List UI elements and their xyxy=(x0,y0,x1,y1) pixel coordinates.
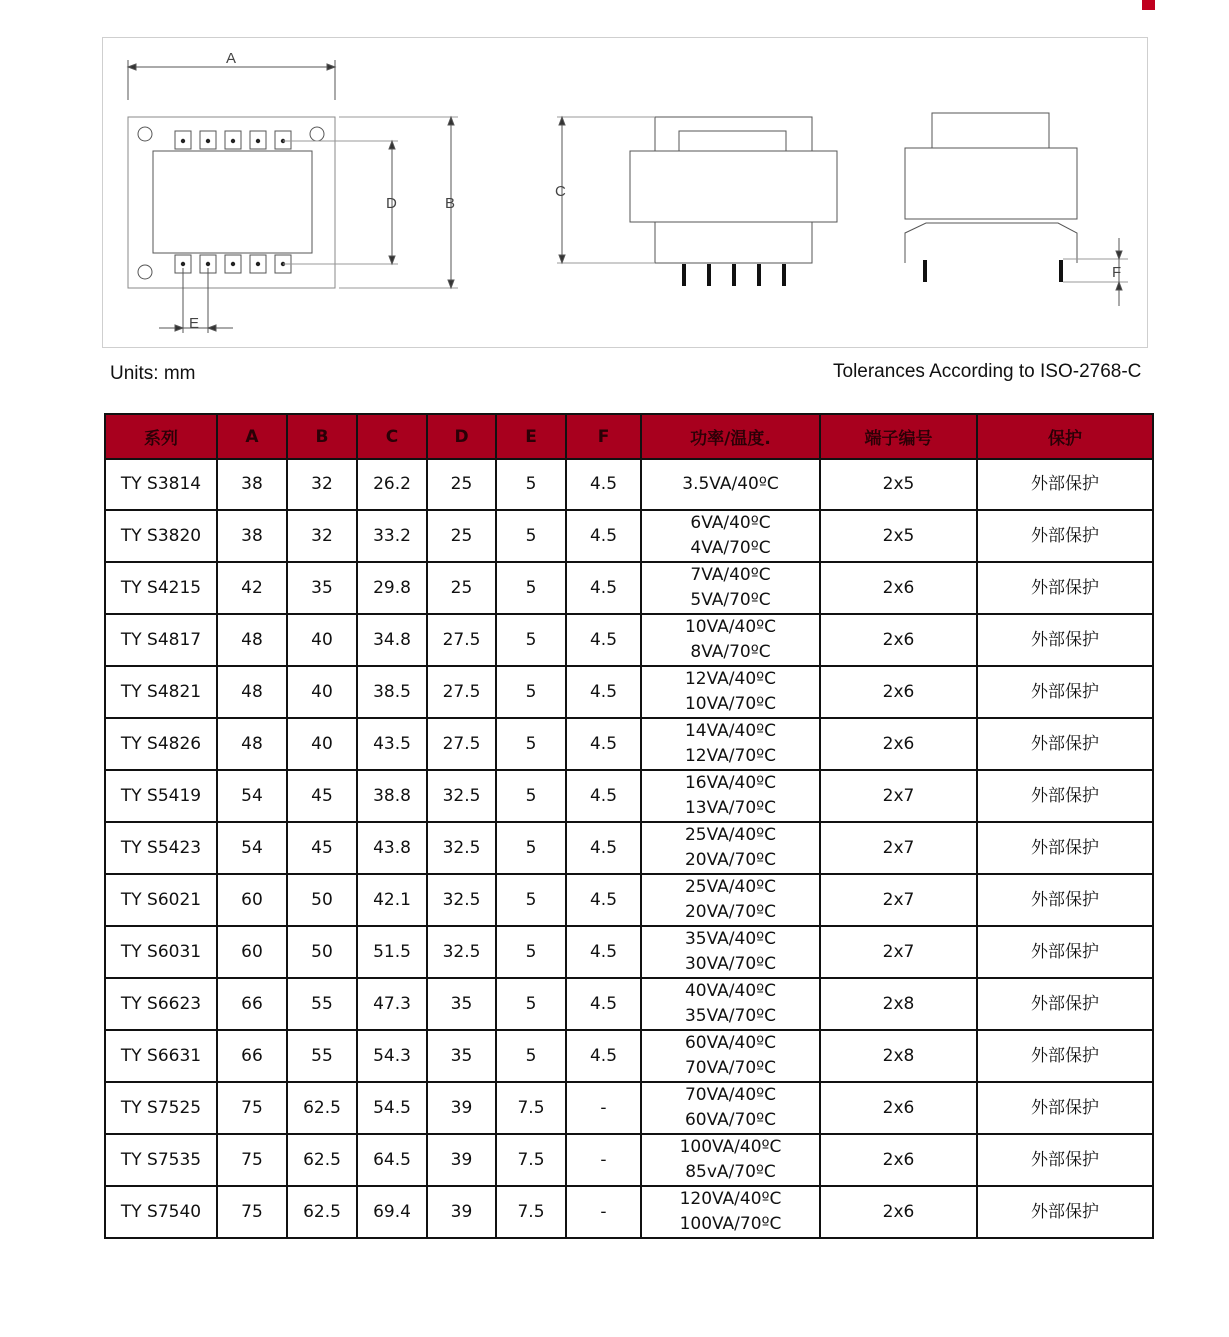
cell-b: 32 xyxy=(287,510,357,562)
power-line: 85vA/70ºC xyxy=(685,1162,776,1183)
power-line: 25VA/40ºC xyxy=(684,825,777,846)
cell-f: 4.5 xyxy=(566,562,641,614)
cell-series: TY S7540 xyxy=(105,1186,217,1238)
cell-c: 54.3 xyxy=(357,1030,427,1082)
cell-protection: 外部保护 xyxy=(977,1030,1153,1082)
table-row xyxy=(105,459,1153,510)
cell-protection: 外部保护 xyxy=(977,822,1153,874)
cell-protection: 外部保护 xyxy=(977,770,1153,822)
cell-d: 27.5 xyxy=(427,666,496,718)
cell-a: 60 xyxy=(217,926,287,978)
cell-power xyxy=(641,978,820,1030)
cell-protection: 外部保护 xyxy=(977,666,1153,718)
cell-d: 25 xyxy=(427,459,496,510)
table-body xyxy=(105,459,1153,1238)
cell-c: 33.2 xyxy=(357,510,427,562)
power-line: 6VA/40ºC xyxy=(690,513,771,534)
cell-b: 40 xyxy=(287,666,357,718)
header-pin-count: 端子编号 xyxy=(820,414,977,459)
cell-series: TY S5419 xyxy=(105,770,217,822)
cell-power xyxy=(641,1134,820,1186)
cell-protection: 外部保护 xyxy=(977,978,1153,1030)
cell-series: TY S4215 xyxy=(105,562,217,614)
cell-b: 40 xyxy=(287,614,357,666)
power-line: 60VA/70ºC xyxy=(684,1110,777,1131)
cell-series: TY S7535 xyxy=(105,1134,217,1186)
power-line: 35VA/40ºC xyxy=(684,929,777,950)
cell-b: 32 xyxy=(287,459,357,510)
cell-power xyxy=(641,926,820,978)
cell-a: 75 xyxy=(217,1134,287,1186)
header-series: 系列 xyxy=(105,414,217,459)
cell-power xyxy=(641,562,820,614)
power-line: 20VA/70ºC xyxy=(684,902,777,923)
header-b: B xyxy=(287,414,357,459)
cell-f: 4.5 xyxy=(566,510,641,562)
cell-d: 39 xyxy=(427,1082,496,1134)
cell-b: 35 xyxy=(287,562,357,614)
cell-a: 75 xyxy=(217,1082,287,1134)
cell-f: 4.5 xyxy=(566,614,641,666)
cell-a: 38 xyxy=(217,510,287,562)
cell-d: 25 xyxy=(427,562,496,614)
cell-c: 43.8 xyxy=(357,822,427,874)
cell-c: 47.3 xyxy=(357,978,427,1030)
cell-power xyxy=(641,822,820,874)
cell-protection: 外部保护 xyxy=(977,562,1153,614)
cell-d: 35 xyxy=(427,1030,496,1082)
header-a: A xyxy=(217,414,287,459)
cell-series: TY S4821 xyxy=(105,666,217,718)
power-line: 12VA/70ºC xyxy=(684,746,777,767)
cell-f: 4.5 xyxy=(566,1030,641,1082)
cell-series: TY S4817 xyxy=(105,614,217,666)
cell-pins: 2x6 xyxy=(820,1082,977,1134)
cell-a: 75 xyxy=(217,1186,287,1238)
cell-b: 50 xyxy=(287,874,357,926)
table-row xyxy=(105,666,1153,718)
cell-b: 40 xyxy=(287,718,357,770)
cell-f: 4.5 xyxy=(566,718,641,770)
table-header-row xyxy=(105,414,1153,459)
dim-label-c: C xyxy=(555,183,566,200)
power-line: 100VA/40ºC xyxy=(679,1137,782,1158)
power-line: 13VA/70ºC xyxy=(684,798,777,819)
power-line: 7VA/40ºC xyxy=(690,565,771,586)
tolerance-label: Tolerances According to ISO-2768-C xyxy=(833,361,1142,382)
cell-pins: 2x6 xyxy=(820,666,977,718)
cell-e: 7.5 xyxy=(496,1082,566,1134)
cell-b: 50 xyxy=(287,926,357,978)
cell-pins: 2x6 xyxy=(820,718,977,770)
cell-f: 4.5 xyxy=(566,978,641,1030)
table-row xyxy=(105,1186,1153,1238)
header-c: C xyxy=(357,414,427,459)
top-view xyxy=(128,60,458,333)
cell-e: 5 xyxy=(496,666,566,718)
power-line: 5VA/70ºC xyxy=(690,590,771,611)
cell-f: 4.5 xyxy=(566,822,641,874)
dim-label-e: E xyxy=(189,315,200,332)
power-line: 35VA/70ºC xyxy=(684,1006,777,1027)
cell-series: TY S3820 xyxy=(105,510,217,562)
cell-e: 5 xyxy=(496,718,566,770)
dim-label-b: B xyxy=(445,195,456,212)
cell-a: 54 xyxy=(217,770,287,822)
cell-protection: 外部保护 xyxy=(977,459,1153,510)
cell-b: 55 xyxy=(287,978,357,1030)
cell-e: 5 xyxy=(496,510,566,562)
power-line: 10VA/40ºC xyxy=(684,617,777,638)
power-line: 20VA/70ºC xyxy=(684,850,777,871)
cell-series: TY S6623 xyxy=(105,978,217,1030)
power-line: 8VA/70ºC xyxy=(690,642,771,663)
cell-protection: 外部保护 xyxy=(977,510,1153,562)
cell-pins: 2x7 xyxy=(820,770,977,822)
table-row xyxy=(105,1082,1153,1134)
power-line: 16VA/40ºC xyxy=(684,773,777,794)
power-line: 4VA/70ºC xyxy=(690,538,771,559)
cell-power xyxy=(641,459,820,510)
table-row xyxy=(105,874,1153,926)
cell-power xyxy=(641,1082,820,1134)
header-e: E xyxy=(496,414,566,459)
cell-d: 39 xyxy=(427,1186,496,1238)
power-line: 14VA/40ºC xyxy=(684,721,777,742)
power-line: 30VA/70ºC xyxy=(684,954,777,975)
table-row xyxy=(105,510,1153,562)
cell-power xyxy=(641,1186,820,1238)
cell-f: - xyxy=(566,1186,641,1238)
power-line: 120VA/40ºC xyxy=(679,1189,782,1210)
cell-power xyxy=(641,718,820,770)
cell-power xyxy=(641,770,820,822)
header-protection: 保护 xyxy=(977,414,1153,459)
table-row xyxy=(105,978,1153,1030)
cell-pins: 2x5 xyxy=(820,459,977,510)
cell-d: 32.5 xyxy=(427,770,496,822)
cell-protection: 外部保护 xyxy=(977,1186,1153,1238)
transformer-drawing-svg xyxy=(103,38,1149,349)
cell-series: TY S6021 xyxy=(105,874,217,926)
power-line: 70VA/70ºC xyxy=(684,1058,777,1079)
cell-protection: 外部保护 xyxy=(977,874,1153,926)
cell-series: TY S5423 xyxy=(105,822,217,874)
cell-series: TY S6631 xyxy=(105,1030,217,1082)
cell-a: 54 xyxy=(217,822,287,874)
header-power-temp: 功率/温度. xyxy=(641,414,820,459)
table-row xyxy=(105,770,1153,822)
cell-b: 62.5 xyxy=(287,1186,357,1238)
cell-protection: 外部保护 xyxy=(977,1082,1153,1134)
cell-pins: 2x8 xyxy=(820,978,977,1030)
cell-f: 4.5 xyxy=(566,770,641,822)
top-pins xyxy=(175,131,291,273)
cell-f: - xyxy=(566,1134,641,1186)
cell-power xyxy=(641,1030,820,1082)
cell-d: 32.5 xyxy=(427,926,496,978)
power-line: 60VA/40ºC xyxy=(684,1033,777,1054)
cell-protection: 外部保护 xyxy=(977,926,1153,978)
cell-e: 5 xyxy=(496,1030,566,1082)
cell-series: TY S4826 xyxy=(105,718,217,770)
dim-label-f: F xyxy=(1112,264,1122,281)
cell-c: 64.5 xyxy=(357,1134,427,1186)
end-view xyxy=(905,113,1128,306)
cell-e: 5 xyxy=(496,770,566,822)
table-row xyxy=(105,562,1153,614)
cell-protection: 外部保护 xyxy=(977,614,1153,666)
cell-c: 26.2 xyxy=(357,459,427,510)
cell-c: 69.4 xyxy=(357,1186,427,1238)
table-row xyxy=(105,1030,1153,1082)
cell-a: 66 xyxy=(217,978,287,1030)
cell-power xyxy=(641,510,820,562)
cell-c: 38.8 xyxy=(357,770,427,822)
table-row xyxy=(105,1134,1153,1186)
cell-d: 27.5 xyxy=(427,614,496,666)
power-line: 70VA/40ºC xyxy=(684,1085,777,1106)
cell-protection: 外部保护 xyxy=(977,1134,1153,1186)
cell-protection: 外部保护 xyxy=(977,718,1153,770)
cell-a: 38 xyxy=(217,459,287,510)
power-line: 3.5VA/40ºC xyxy=(682,474,779,495)
cell-a: 66 xyxy=(217,1030,287,1082)
cell-e: 5 xyxy=(496,614,566,666)
power-line: 10VA/70ºC xyxy=(684,694,777,715)
cell-b: 45 xyxy=(287,822,357,874)
cell-e: 5 xyxy=(496,822,566,874)
cell-d: 27.5 xyxy=(427,718,496,770)
cell-pins: 2x6 xyxy=(820,562,977,614)
cell-d: 39 xyxy=(427,1134,496,1186)
dim-label-d: D xyxy=(386,195,397,212)
cell-f: 4.5 xyxy=(566,666,641,718)
power-line: 25VA/40ºC xyxy=(684,877,777,898)
cell-d: 35 xyxy=(427,978,496,1030)
cell-e: 5 xyxy=(496,926,566,978)
cell-power xyxy=(641,874,820,926)
units-label: Units: mm xyxy=(110,363,196,384)
cell-f: 4.5 xyxy=(566,874,641,926)
cell-series: TY S3814 xyxy=(105,459,217,510)
cell-c: 34.8 xyxy=(357,614,427,666)
cell-e: 5 xyxy=(496,459,566,510)
cell-b: 62.5 xyxy=(287,1082,357,1134)
cell-d: 32.5 xyxy=(427,874,496,926)
cell-c: 54.5 xyxy=(357,1082,427,1134)
cell-e: 5 xyxy=(496,562,566,614)
cell-a: 42 xyxy=(217,562,287,614)
cell-pins: 2x6 xyxy=(820,1134,977,1186)
cell-power xyxy=(641,666,820,718)
cell-f: - xyxy=(566,1082,641,1134)
cell-series: TY S7525 xyxy=(105,1082,217,1134)
cell-pins: 2x8 xyxy=(820,1030,977,1082)
cell-pins: 2x6 xyxy=(820,614,977,666)
cell-e: 7.5 xyxy=(496,1134,566,1186)
cell-a: 48 xyxy=(217,614,287,666)
cell-power xyxy=(641,614,820,666)
cell-a: 48 xyxy=(217,718,287,770)
cell-series: TY S6031 xyxy=(105,926,217,978)
power-line: 40VA/40ºC xyxy=(684,981,777,1002)
cell-c: 42.1 xyxy=(357,874,427,926)
cell-b: 62.5 xyxy=(287,1134,357,1186)
cell-a: 48 xyxy=(217,666,287,718)
header-d: D xyxy=(427,414,496,459)
table-row xyxy=(105,718,1153,770)
power-line: 100VA/70ºC xyxy=(679,1214,782,1235)
cell-pins: 2x7 xyxy=(820,874,977,926)
cell-a: 60 xyxy=(217,874,287,926)
specification-table xyxy=(104,413,1154,1239)
cell-e: 5 xyxy=(496,874,566,926)
table-row xyxy=(105,822,1153,874)
cell-pins: 2x6 xyxy=(820,1186,977,1238)
cell-pins: 2x7 xyxy=(820,926,977,978)
side-view xyxy=(557,117,837,286)
table-row xyxy=(105,926,1153,978)
cell-f: 4.5 xyxy=(566,926,641,978)
dim-label-a: A xyxy=(226,50,237,67)
cell-b: 45 xyxy=(287,770,357,822)
cell-c: 38.5 xyxy=(357,666,427,718)
cell-f: 4.5 xyxy=(566,459,641,510)
power-line: 12VA/40ºC xyxy=(684,669,777,690)
corner-accent-mark xyxy=(1142,0,1155,10)
header-f: F xyxy=(566,414,641,459)
cell-d: 32.5 xyxy=(427,822,496,874)
cell-e: 7.5 xyxy=(496,1186,566,1238)
dimension-drawing xyxy=(102,37,1148,348)
cell-pins: 2x7 xyxy=(820,822,977,874)
cell-e: 5 xyxy=(496,978,566,1030)
cell-c: 29.8 xyxy=(357,562,427,614)
table-row xyxy=(105,614,1153,666)
cell-c: 43.5 xyxy=(357,718,427,770)
cell-d: 25 xyxy=(427,510,496,562)
cell-pins: 2x5 xyxy=(820,510,977,562)
cell-c: 51.5 xyxy=(357,926,427,978)
cell-b: 55 xyxy=(287,1030,357,1082)
